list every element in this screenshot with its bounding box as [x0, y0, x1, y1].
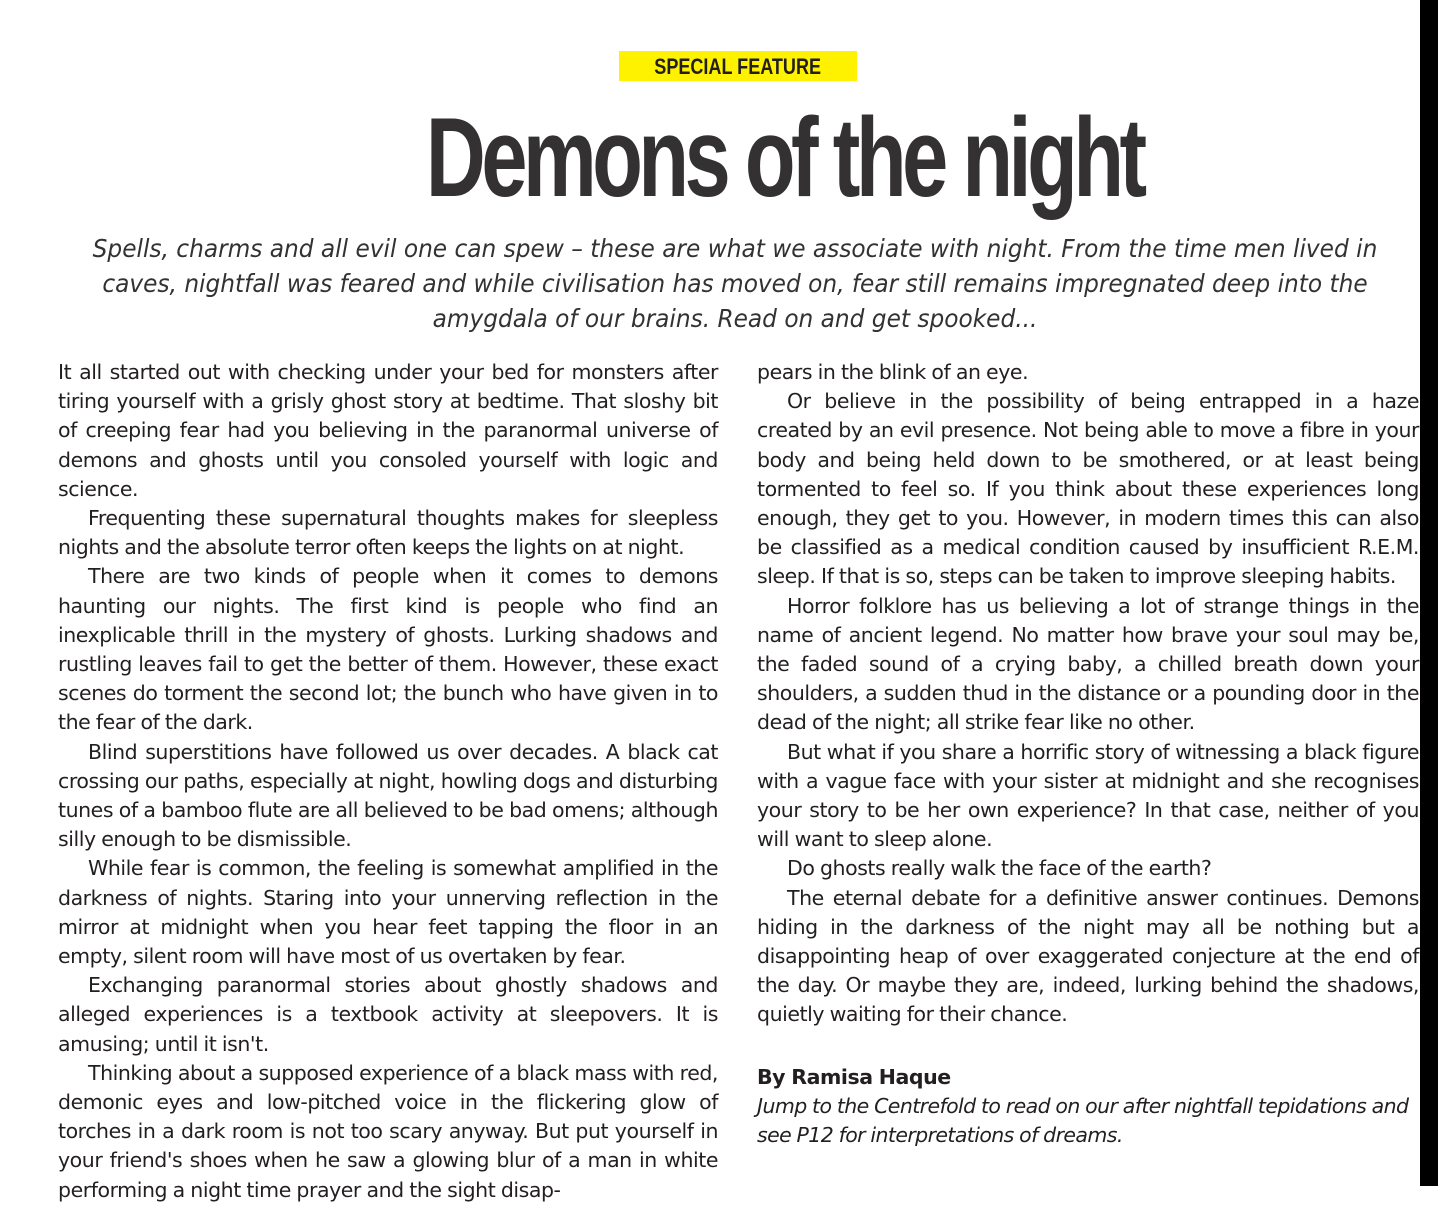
kicker-label: SPECIAL FEATURE: [654, 54, 822, 79]
paragraph: But what if you share a horrific story of witnessing a black figure with a vague face with your sister at midnight and she recognises your story to be her own experience? In that case, neither of you will want to sleep alone.: [757, 739, 1419, 852]
paragraph: Frequenting these supernatural thoughts makes for sleepless nights and the absolute terror often keeps the lights on at night.: [58, 506, 718, 560]
article-column-right: [757, 358, 1419, 1150]
author-byline: By Ramisa Haque: [757, 1064, 951, 1089]
paragraph: Exchanging paranormal stories about ghostly shadows and alleged experiences is a textbook activity at sleepovers. It is amusing; until it isn't.: [58, 973, 718, 1056]
article-headline: [300, 95, 1178, 220]
paragraph: Or believe in the possibility of being entrapped in a haze created by an evil presence. Not being able to move a fibre in your body and being held down to be smothered, or at least being tormented to feel so. If you think about these experiences long enough, they get to you. However, in modern times this can also be classified as a medical condition caused by insufficient R.E.M. sleep. If that is so, steps can be taken to improve sleeping habits.: [757, 389, 1419, 589]
article-standfirst: [40, 231, 1430, 336]
section-kicker: [619, 51, 857, 81]
standfirst-text: Spells, charms and all evil one can spew – these are what we associate with night. From the time men lived in caves, nightfall was feared and while civilisation has moved on, fear still remains impregnated deep into the amygdala of our brains. Read on and get spooked...: [92, 234, 1378, 333]
paragraph: While fear is common, the feeling is somewhat amplified in the darkness of nights. Staring into your unnerving reflection in the mirror at midnight when you hear feet tapping the floor in an empty, silent room will have most of us overtaken by fear.: [58, 856, 718, 969]
paragraph: Horror folklore has us believing a lot of strange things in the name of ancient legend. No matter how brave your soul may be, the faded sound of a crying baby, a chilled breath down your shoulders, a sudden thud in the distance or a pounding door in the dead of the night; all strike fear like no other.: [757, 593, 1419, 735]
page-edge-bar: [1420, 0, 1438, 1186]
jump-note: Jump to the Centrefold to read on our after nightfall tepidations and see P12 for interpretations of dreams.: [757, 1093, 1409, 1148]
paragraph: Do ghosts really walk the face of the earth?: [787, 856, 1212, 881]
paragraph: The eternal debate for a definitive answer continues. Demons hiding in the darkness of the night may all be nothing but a disappointing heap of over exaggerated conjecture at the end of the day. Or maybe they are, indeed, lurking behind the shadows, quietly waiting for their chance.: [757, 885, 1419, 1027]
article-column-left: [58, 358, 718, 1205]
paragraph: It all started out with checking under your bed for monsters after tiring yourself with a grisly ghost story at bedtime. That sloshy bit of creeping fear had you believing in the paranormal universe of demons and ghosts until you consoled yourself with logic and science.: [58, 360, 718, 501]
paragraph: pears in the blink of an eye.: [757, 360, 1029, 384]
paragraph: There are two kinds of people when it comes to demons haunting our nights. The first kind is people who find an inexplicable thrill in the mystery of ghosts. Lurking shadows and rustling leaves fail to get the better of them. However, these exact scenes do torment the second lot; the bunch who have given in to the fear of the dark.: [58, 564, 718, 735]
headline-text: Demons of the night: [425, 95, 1143, 220]
paragraph: Thinking about a supposed experience of a black mass with red, demonic eyes and low-pitched voice in the flickering glow of torches in a dark room is not too scary anyway. But put yourself in your friend's shoes when he saw a glowing blur of a man in white performing a night time prayer and the sight disap-: [58, 1060, 718, 1202]
paragraph: Blind superstitions have followed us over decades. A black cat crossing our paths, especially at night, howling dogs and disturbing tunes of a bamboo flute are all believed to be bad omens; although silly enough to be dismissible.: [58, 739, 718, 852]
